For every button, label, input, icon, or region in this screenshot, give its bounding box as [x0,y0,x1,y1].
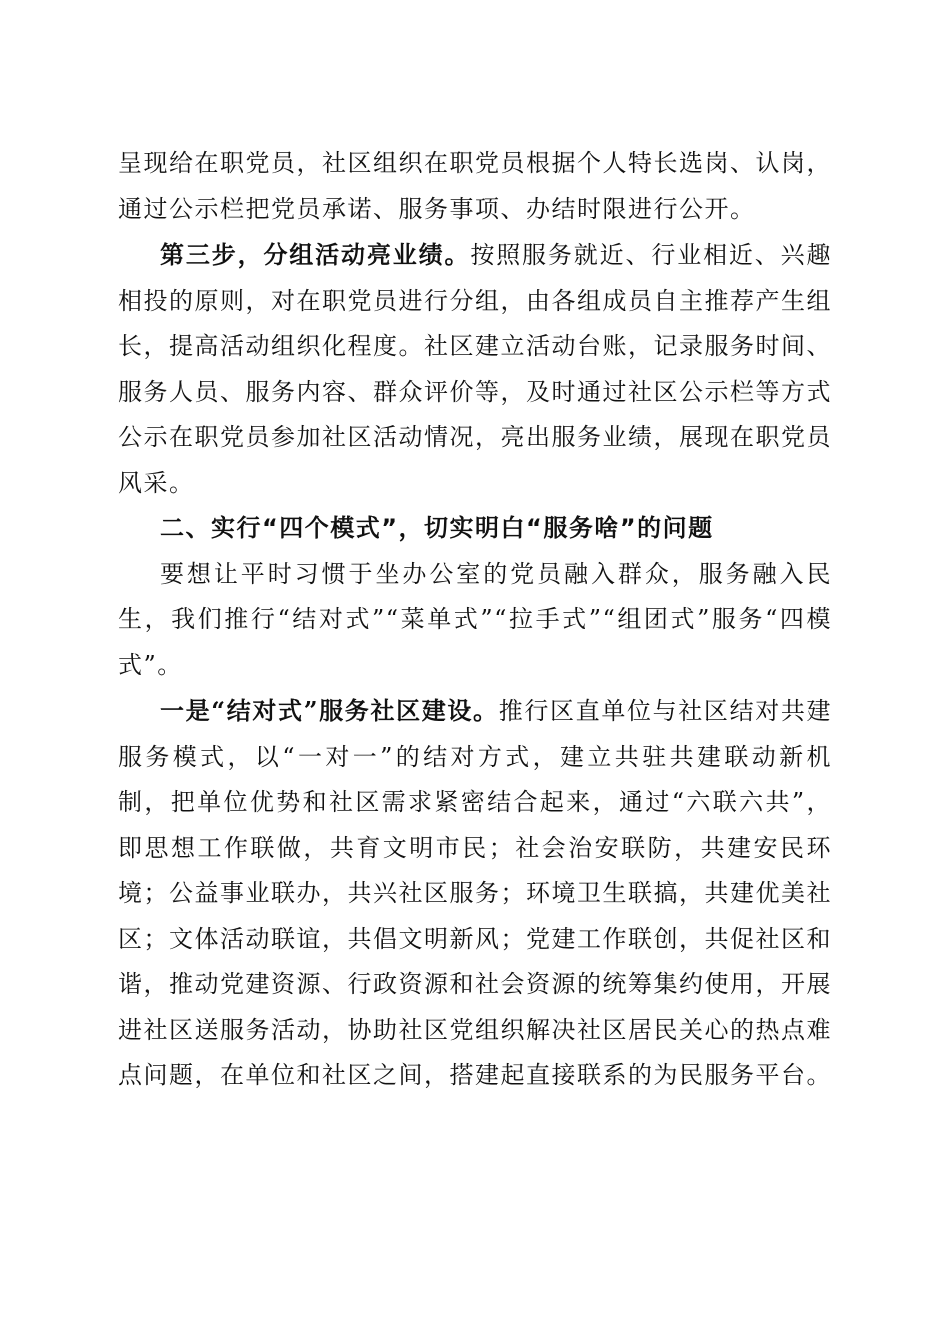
section-heading-text: 二、实行“四个模式”，切实明白“服务啥”的问题 [160,514,714,542]
section-heading [118,506,832,552]
document-page [118,141,832,1099]
paragraph-text: 推行区直单位与社区结对共建服务模式，以“一对一”的结对方式，建立共驻共建联动新机制，把单位优势和社区需求紧密结合起来，通过“六联六共”，即思想工作联做，共育文明市民；社会治安联防，共建安民环境；公益事业联办，共兴社区服务；环境卫生联搞，共建优美社区；文体活动联谊，共倡文明新风；党建工作联创，共促社区和谐，推动党建资源、行政资源和社会资源的统筹集约使用，开展进社区送服务活动，协助社区党组织解决社区居民关心的热点难点问题，在单位和社区之间，搭建起直接联系的为民服务平台。 [118,697,833,1089]
paragraph-text: 呈现给在职党员，社区组织在职党员根据个人特长选岗、认岗，通过公示栏把党员承诺、服务事项、办结时限进行公开。 [118,149,832,223]
paragraph-lead: 第三步，分组活动亮业绩。 [160,240,471,269]
paragraph-text: 要想让平时习惯于坐办公室的党员融入群众，服务融入民生，我们推行“结对式”“菜单式”“拉手式”“组团式”服务“四模式”。 [118,559,832,679]
paragraph-four-modes [118,552,832,689]
paragraph-step-three [118,232,832,506]
paragraph-continuation [118,141,832,232]
paragraph-lead: 一是“结对式”服务社区建设。 [160,696,499,725]
paragraph-pairing-mode [118,688,832,1099]
paragraph-text: 按照服务就近、行业相近、兴趣相投的原则，对在职党员进行分组，由各组成员自主推荐产生组长，提高活动组织化程度。社区建立活动台账，记录服务时间、服务人员、服务内容、群众评价等，及时通过社区公示栏等方式公示在职党员参加社区活动情况，亮出服务业绩，展现在职党员风采。 [118,241,833,497]
